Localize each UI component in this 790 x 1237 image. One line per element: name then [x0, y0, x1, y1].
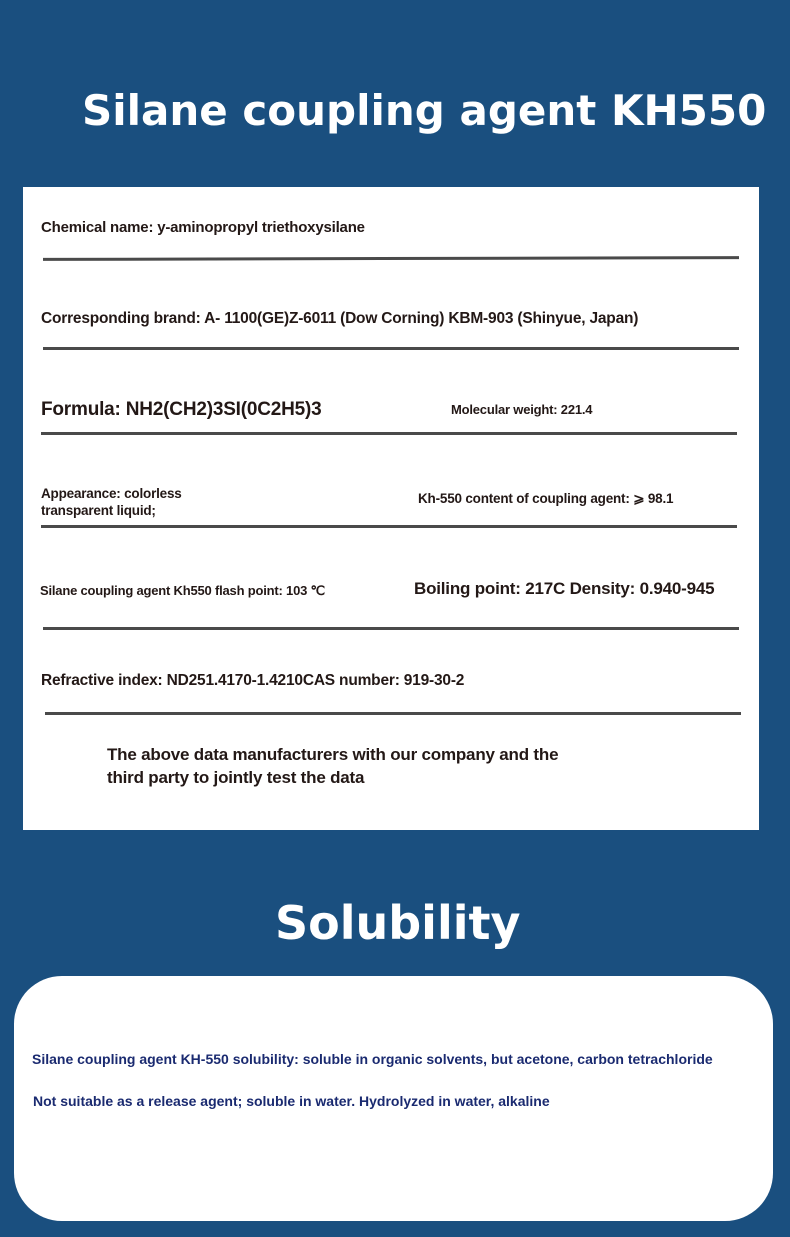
chemical-name: Chemical name: y-aminopropyl triethoxysilane — [41, 219, 365, 236]
test-note — [107, 743, 558, 789]
divider — [45, 712, 741, 715]
solubility-line: Not suitable as a release agent; soluble in water. Hydrolyzed in water, alkaline — [33, 1093, 550, 1109]
appearance — [41, 485, 182, 519]
divider — [43, 256, 739, 261]
solubility-line: Silane coupling agent KH-550 solubility: soluble in organic solvents, but acetone, carbon tetrachloride — [32, 1051, 713, 1067]
divider — [43, 347, 739, 350]
divider — [41, 432, 737, 435]
molecular-weight: Molecular weight: 221.4 — [451, 402, 593, 417]
corresponding-brand: Corresponding brand: A- 1100(GE)Z-6011 (Dow Corning) KBM-903 (Shinyue, Japan) — [41, 310, 639, 327]
content: Kh-550 content of coupling agent: ⩾ 98.1 — [418, 491, 674, 506]
divider — [41, 525, 737, 528]
note-line: third party to jointly test the data — [107, 768, 365, 787]
solubility-card — [14, 976, 773, 1221]
formula: Formula: NH2(CH2)3SI(0C2H5)3 — [41, 399, 322, 420]
appearance-line: transparent liquid; — [41, 503, 156, 518]
appearance-line: Appearance: colorless — [41, 486, 182, 501]
boiling-density: Boiling point: 217C Density: 0.940-945 — [414, 579, 715, 598]
note-line: The above data manufacturers with our company and the — [107, 745, 559, 764]
flash-point: Silane coupling agent Kh550 flash point: 103 ℃ — [40, 583, 325, 598]
solubility-title: Solubility — [275, 896, 521, 950]
page-title: Silane coupling agent KH550 — [82, 86, 767, 135]
divider — [43, 627, 739, 630]
specs-card — [23, 187, 759, 830]
refractive-index: Refractive index: ND251.4170-1.4210CAS number: 919-30-2 — [41, 672, 465, 689]
